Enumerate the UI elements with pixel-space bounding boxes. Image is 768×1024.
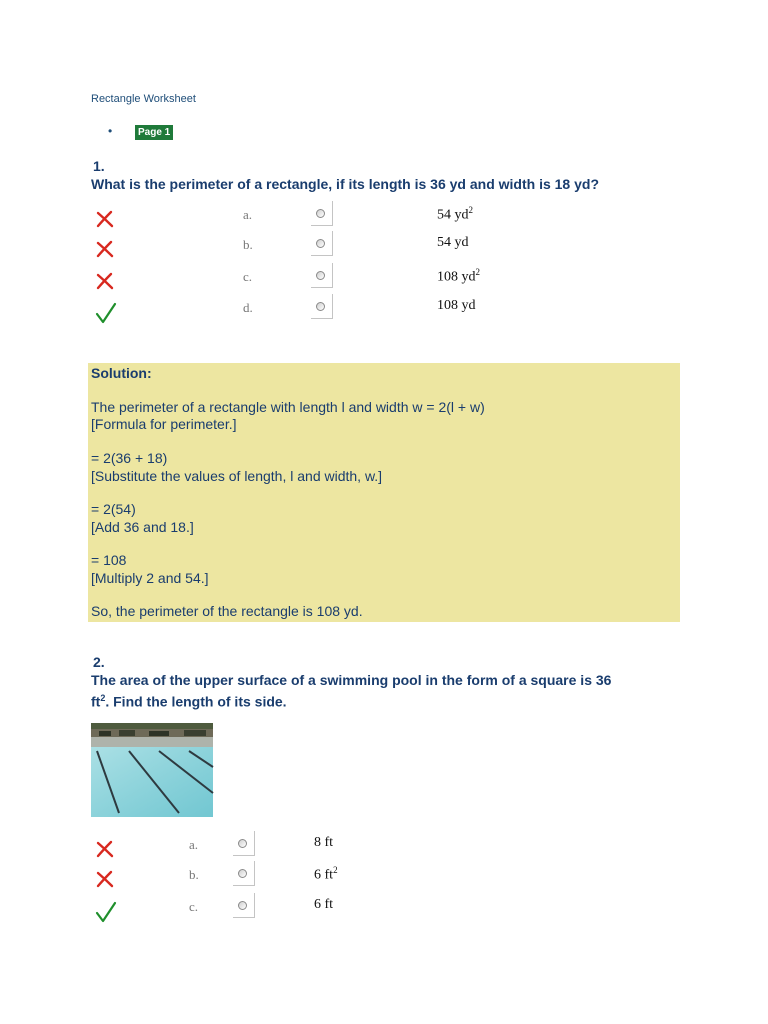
question-1-text: What is the perimeter of a rectangle, if its length is 36 yd and width is 18 yd? bbox=[91, 176, 599, 192]
option-radio-button[interactable] bbox=[233, 861, 255, 886]
radio-circle-icon bbox=[238, 869, 247, 878]
option-value bbox=[437, 205, 473, 224]
option-value-exponent: 2 bbox=[333, 865, 338, 875]
radio-circle-icon bbox=[316, 302, 325, 311]
option-value-text: 8 ft bbox=[314, 835, 334, 850]
option-letter: a. bbox=[189, 837, 199, 852]
checkmark-icon bbox=[95, 901, 115, 921]
option-letter: d. bbox=[243, 300, 253, 315]
question-2-text-exponent: 2 bbox=[100, 693, 106, 703]
question-2-number: 2. bbox=[93, 654, 105, 670]
option-letter: b. bbox=[189, 867, 199, 882]
option-value-text: 6 ft bbox=[314, 867, 334, 883]
option-radio-button[interactable] bbox=[233, 831, 255, 856]
question-2-text bbox=[91, 671, 651, 711]
option-value-text: 108 yd bbox=[437, 298, 476, 313]
radio-circle-icon bbox=[316, 209, 325, 218]
cross-icon bbox=[95, 839, 115, 859]
option-value bbox=[437, 235, 469, 251]
option-value-text: 108 yd bbox=[437, 269, 476, 285]
page-1-tab[interactable]: Page 1 bbox=[135, 125, 173, 140]
option-radio-button[interactable] bbox=[311, 263, 333, 288]
solution-line: [Formula for perimeter.] bbox=[91, 416, 237, 432]
option-value-exponent: 2 bbox=[468, 205, 473, 215]
cross-icon bbox=[95, 869, 115, 889]
question-1-number: 1. bbox=[93, 158, 105, 174]
question-2-text-unit: ft bbox=[91, 693, 101, 710]
option-value-text: 54 yd bbox=[437, 207, 469, 223]
question-2-text-line1: The area of the upper surface of a swimming pool in the form of a square is 36 bbox=[91, 672, 612, 688]
solution-line: [Multiply 2 and 54.] bbox=[91, 570, 209, 586]
radio-circle-icon bbox=[316, 271, 325, 280]
option-value-text: 54 yd bbox=[437, 235, 469, 250]
question-2-text-line2: . Find the length of its side. bbox=[105, 693, 287, 710]
option-letter: a. bbox=[243, 207, 253, 222]
option-value bbox=[314, 897, 333, 913]
option-radio-button[interactable] bbox=[233, 893, 255, 918]
radio-circle-icon bbox=[238, 901, 247, 910]
cross-icon bbox=[95, 209, 115, 229]
option-value bbox=[437, 267, 480, 286]
solution-line: = 2(54) bbox=[91, 501, 136, 517]
checkmark-icon bbox=[95, 302, 115, 322]
worksheet-title: Rectangle Worksheet bbox=[91, 93, 196, 105]
solution-title: Solution: bbox=[91, 365, 152, 381]
solution-line: The perimeter of a rectangle with length l and width w = 2(l + w) bbox=[91, 399, 485, 415]
cross-icon bbox=[95, 271, 115, 291]
option-value bbox=[437, 298, 476, 314]
solution-line: = 2(36 + 18) bbox=[91, 450, 168, 466]
option-radio-button[interactable] bbox=[311, 294, 333, 319]
option-letter: c. bbox=[243, 269, 253, 284]
solution-line: = 108 bbox=[91, 552, 127, 568]
option-letter: b. bbox=[243, 237, 253, 252]
option-letter: c. bbox=[189, 899, 199, 914]
solution-line: So, the perimeter of the rectangle is 108 yd. bbox=[91, 603, 363, 619]
option-radio-button[interactable] bbox=[311, 231, 333, 256]
cross-icon bbox=[95, 239, 115, 259]
swimming-pool-image bbox=[89, 721, 215, 821]
option-radio-button[interactable] bbox=[311, 201, 333, 226]
solution-box bbox=[88, 363, 680, 622]
option-value-exponent: 2 bbox=[475, 267, 480, 277]
radio-circle-icon bbox=[238, 839, 247, 848]
solution-line: [Add 36 and 18.] bbox=[91, 519, 194, 535]
option-value bbox=[314, 865, 338, 884]
radio-circle-icon bbox=[316, 239, 325, 248]
option-value bbox=[314, 835, 333, 851]
option-value-text: 6 ft bbox=[314, 897, 334, 912]
bullet-icon: • bbox=[108, 124, 113, 138]
solution-line: [Substitute the values of length, l and width, w.] bbox=[91, 468, 383, 484]
